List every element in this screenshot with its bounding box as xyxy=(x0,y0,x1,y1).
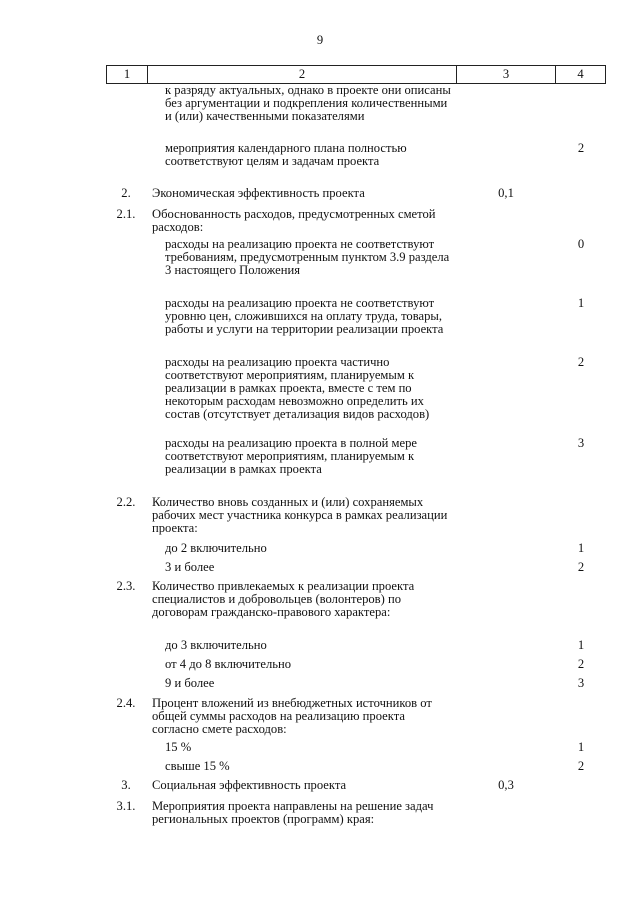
header-col-3: 3 xyxy=(502,67,510,81)
row-score: 0 xyxy=(577,237,585,251)
row-number: 2.1. xyxy=(116,207,136,221)
row-score: 1 xyxy=(577,296,585,310)
row-text: Социальная эффективность проекта xyxy=(152,778,347,792)
row-text: от 4 до 8 включительно xyxy=(165,657,292,671)
row-text: расходы на реализацию проекта не соответствуют требованиям, предусмотренным пунктом 3.9 раздела 3 настоящего Положения xyxy=(165,237,450,277)
row-text: мероприятия календарного плана полностью соответствуют целям и задачам проекта xyxy=(165,141,407,168)
row-text: расходы на реализацию проекта не соответствуют уровню цен, сложившихся на оплату труда, товары, работы и услуги на территории реализации проекта xyxy=(165,296,444,336)
page-number: 9 xyxy=(316,33,324,47)
row-text: Мероприятия проекта направлены на решение задач региональных проектов (программ) края: xyxy=(152,799,434,826)
row-number: 2. xyxy=(121,186,131,200)
row-number: 2.3. xyxy=(116,579,136,593)
row-score: 3 xyxy=(577,436,585,450)
row-text: Обоснованность расходов, предусмотренных сметой расходов: xyxy=(152,207,436,234)
row-weight: 0,1 xyxy=(498,186,514,200)
row-number: 2.2. xyxy=(116,495,136,509)
table-header-row xyxy=(106,65,606,84)
row-score: 2 xyxy=(577,759,585,773)
row-score: 2 xyxy=(577,657,585,671)
row-text: 9 и более xyxy=(165,676,215,690)
row-score: 3 xyxy=(577,676,585,690)
row-number: 2.4. xyxy=(116,696,136,710)
row-text: 3 и более xyxy=(165,560,215,574)
header-col-2: 2 xyxy=(298,67,306,81)
header-col-1: 1 xyxy=(123,67,131,81)
row-text: расходы на реализацию проекта в полной мере соответствуют мероприятиям, планируемым к реализации в рамках проекта xyxy=(165,436,417,476)
row-text: до 2 включительно xyxy=(165,541,267,555)
row-score: 2 xyxy=(577,560,585,574)
row-score: 1 xyxy=(577,638,585,652)
row-number: 3. xyxy=(121,778,131,792)
row-text: Экономическая эффективность проекта xyxy=(152,186,365,200)
row-text: Количество вновь созданных и (или) сохраняемых рабочих мест участника конкурса в рамках реализации проекта: xyxy=(152,495,448,535)
header-col-4: 4 xyxy=(577,67,584,81)
row-text: Количество привлекаемых к реализации проекта специалистов и добровольцев (волонтеров) по договорам гражданско-правового характера: xyxy=(152,579,415,619)
row-text: Процент вложений из внебюджетных источников от общей суммы расходов на реализацию проекта согласно смете расходов: xyxy=(152,696,432,736)
row-text: свыше 15 % xyxy=(165,759,230,773)
row-number: 3.1. xyxy=(116,799,136,813)
row-weight: 0,3 xyxy=(498,778,514,792)
row-text: 15 % xyxy=(165,740,192,754)
row-text: к разряду актуальных, однако в проекте они описаны без аргументации и подкрепления количественными и (или) качественными показателями xyxy=(165,83,451,123)
row-score: 1 xyxy=(577,740,585,754)
row-score: 2 xyxy=(577,141,585,155)
row-score: 1 xyxy=(577,541,585,555)
row-text: до 3 включительно xyxy=(165,638,267,652)
row-text: расходы на реализацию проекта частично соответствуют мероприятиям, планируемым к реализации в рамках проекта, вместе с тем по некоторым расходам невозможно определить их состав (отсутствует детализация видов расходов) xyxy=(165,355,430,421)
row-score: 2 xyxy=(577,355,585,369)
